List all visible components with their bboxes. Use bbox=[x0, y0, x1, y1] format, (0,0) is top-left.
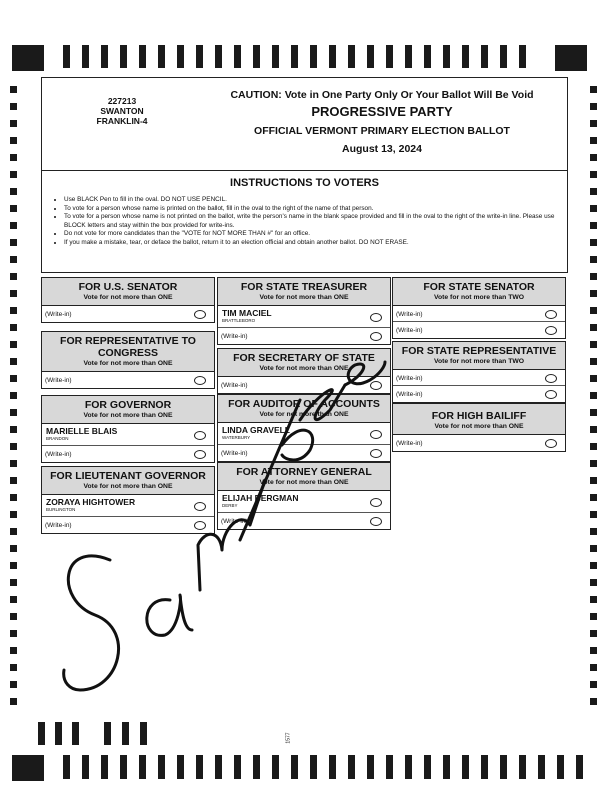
vote-oval[interactable] bbox=[545, 374, 557, 383]
instructions-list bbox=[52, 196, 569, 248]
caution-text: CAUTION: Vote in One Party Only Or Your Ballot Will Be Void bbox=[230, 89, 534, 101]
write-in-row[interactable]: (Write-in) bbox=[218, 513, 390, 529]
write-in-row[interactable]: (Write-in) bbox=[393, 370, 565, 386]
race-title: FOR AUDITOR OF ACCOUNTS bbox=[228, 398, 380, 410]
race-title: FOR REPRESENTATIVE TO CONGRESS bbox=[60, 335, 196, 359]
candidate-town: BURLINGTON bbox=[46, 507, 76, 512]
election-date: August 13, 2024 bbox=[342, 143, 422, 155]
race-auditor bbox=[217, 394, 391, 462]
ballot-town: SWANTON bbox=[100, 106, 144, 116]
race-secretary-of-state bbox=[217, 348, 391, 394]
race-vote-limit: Vote for not more than ONE bbox=[83, 360, 173, 367]
vote-oval[interactable] bbox=[194, 502, 206, 511]
write-in-row[interactable]: (Write-in) bbox=[393, 322, 565, 338]
candidate-town: DERBY bbox=[222, 503, 238, 508]
ballot-id bbox=[82, 96, 162, 126]
race-vote-limit: Vote for not more than TWO bbox=[433, 358, 525, 365]
instruction-item: • To vote for a person whose name is not printed on the ballot, write the person's name in the blank space provided and fill in the oval to the right of the write-in line. Please use BLOCK letters and stay within the box provided for write-ins. bbox=[64, 213, 569, 230]
race-governor bbox=[41, 395, 215, 463]
write-in-row[interactable]: (Write-in) bbox=[42, 446, 214, 462]
write-in-row[interactable]: (Write-in) bbox=[393, 306, 565, 322]
write-in-row[interactable]: (Write-in) bbox=[218, 445, 390, 461]
vote-oval[interactable] bbox=[194, 376, 206, 385]
instruction-item: • If you make a mistake, tear, or deface the ballot, return it to an election official and obtain another ballot. DO NOT ERASE. bbox=[64, 239, 569, 248]
race-title: FOR GOVERNOR bbox=[84, 399, 172, 411]
candidate-row[interactable] bbox=[218, 423, 390, 445]
candidate-town: WATERBURY bbox=[222, 435, 251, 440]
candidate-row[interactable] bbox=[42, 424, 214, 446]
vote-oval[interactable] bbox=[194, 450, 206, 459]
candidate-name: TIM MACIEL bbox=[222, 308, 272, 318]
sample-letter-s bbox=[64, 556, 119, 690]
write-in-row[interactable]: (Write-in) bbox=[42, 372, 214, 388]
instruction-item: • Use BLACK Pen to fill in the oval. DO NOT USE PENCIL. bbox=[64, 196, 569, 205]
write-in-row[interactable]: (Write-in) bbox=[42, 306, 214, 322]
race-vote-limit: Vote for not more than ONE bbox=[259, 294, 349, 301]
vote-oval[interactable] bbox=[370, 430, 382, 439]
race-title: FOR STATE SENATOR bbox=[423, 281, 535, 293]
candidate-name: ZORAYA HIGHTOWER bbox=[46, 497, 136, 507]
race-state-senator bbox=[392, 277, 566, 339]
race-vote-limit: Vote for not more than ONE bbox=[83, 294, 173, 301]
vote-oval[interactable] bbox=[370, 313, 382, 322]
candidate-name: ELIJAH BERGMAN bbox=[222, 493, 299, 503]
race-us-senator bbox=[41, 277, 215, 323]
vote-oval[interactable] bbox=[545, 310, 557, 319]
candidate-row[interactable] bbox=[218, 306, 390, 328]
write-in-row[interactable]: (Write-in) bbox=[218, 377, 390, 393]
candidate-row[interactable] bbox=[42, 495, 214, 517]
race-vote-limit: Vote for not more than TWO bbox=[433, 294, 525, 301]
official-title: OFFICIAL VERMONT PRIMARY ELECTION BALLOT bbox=[254, 125, 510, 137]
race-attorney-general bbox=[217, 462, 391, 530]
write-in-row[interactable]: (Write-in) bbox=[393, 435, 565, 451]
race-title: FOR HIGH BAILIFF bbox=[431, 410, 527, 422]
candidate-town: BRANDON bbox=[46, 436, 69, 441]
ballot-header bbox=[42, 78, 567, 171]
race-title: FOR STATE TREASURER bbox=[240, 281, 368, 293]
race-vote-limit: Vote for not more than ONE bbox=[259, 365, 349, 372]
vote-oval[interactable] bbox=[194, 521, 206, 530]
vote-oval[interactable] bbox=[370, 517, 382, 526]
serial-number: 1577 bbox=[285, 732, 292, 744]
race-vote-limit: Vote for not more than ONE bbox=[83, 483, 173, 490]
column-middle bbox=[217, 277, 391, 530]
party-name: PROGRESSIVE PARTY bbox=[311, 104, 453, 119]
sample-letter-a bbox=[147, 595, 192, 635]
ballot-district: FRANKLIN-4 bbox=[96, 116, 148, 126]
race-lt-governor bbox=[41, 466, 215, 534]
race-vote-limit: Vote for not more than ONE bbox=[259, 411, 349, 418]
write-in-row[interactable]: (Write-in) bbox=[42, 517, 214, 533]
ballot-number: 227213 bbox=[107, 96, 137, 106]
vote-oval[interactable] bbox=[545, 439, 557, 448]
candidate-town: BRATTLEBORO bbox=[222, 318, 256, 323]
write-in-row[interactable]: (Write-in) bbox=[218, 328, 390, 344]
instruction-item: • To vote for a person whose name is printed on the ballot, fill in the oval to the right of the name of that person. bbox=[64, 205, 569, 214]
vote-oval[interactable] bbox=[545, 326, 557, 335]
vote-oval[interactable] bbox=[370, 498, 382, 507]
race-high-bailiff bbox=[392, 403, 566, 452]
vote-oval[interactable] bbox=[545, 390, 557, 399]
candidate-name: MARIELLE BLAIS bbox=[46, 426, 118, 436]
vote-oval[interactable] bbox=[194, 431, 206, 440]
vote-oval[interactable] bbox=[370, 381, 382, 390]
race-title: FOR U.S. SENATOR bbox=[78, 281, 178, 293]
race-vote-limit: Vote for not more than ONE bbox=[434, 423, 524, 430]
instructions-title: INSTRUCTIONS TO VOTERS bbox=[230, 177, 379, 189]
race-representative bbox=[41, 331, 215, 389]
race-title: FOR ATTORNEY GENERAL bbox=[236, 466, 372, 478]
write-in-row[interactable]: (Write-in) bbox=[393, 386, 565, 402]
ballot-title-block bbox=[202, 88, 562, 157]
race-vote-limit: Vote for not more than ONE bbox=[259, 479, 349, 486]
race-treasurer bbox=[217, 277, 391, 345]
race-title: FOR SECRETARY OF STATE bbox=[233, 352, 375, 364]
column-right bbox=[392, 277, 566, 452]
race-state-representative bbox=[392, 341, 566, 403]
race-title: FOR LIEUTENANT GOVERNOR bbox=[50, 470, 206, 482]
candidate-name: LINDA GRAVELL bbox=[222, 425, 290, 435]
race-title: FOR STATE REPRESENTATIVE bbox=[401, 345, 557, 357]
vote-oval[interactable] bbox=[370, 449, 382, 458]
vote-oval[interactable] bbox=[370, 332, 382, 341]
ballot-header-box bbox=[41, 77, 568, 273]
instruction-item: • Do not vote for more candidates than the "VOTE for NOT MORE THAN #" for an office. bbox=[64, 230, 569, 239]
candidate-row[interactable] bbox=[218, 491, 390, 513]
vote-oval[interactable] bbox=[194, 310, 206, 319]
column-left bbox=[41, 277, 215, 534]
race-vote-limit: Vote for not more than ONE bbox=[83, 412, 173, 419]
